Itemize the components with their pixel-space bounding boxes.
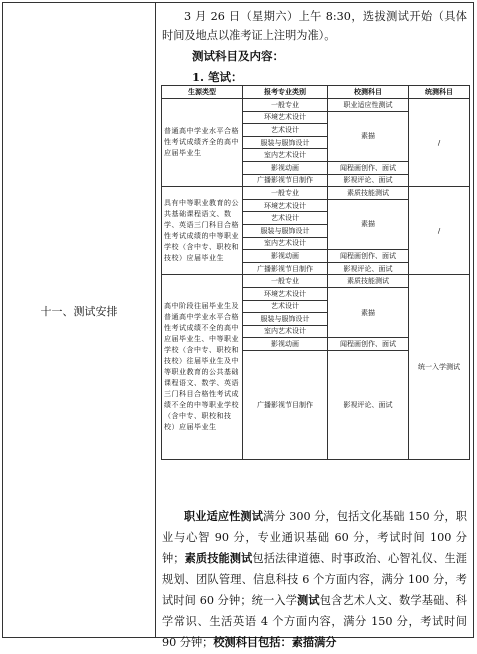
major-cell: 室内艺术设计 [243,325,328,338]
major-cell: 环境艺术设计 [243,199,328,212]
major-cell: 室内艺术设计 [243,149,328,162]
description-paragraph [156,500,473,654]
table-row [162,187,470,200]
intro-text: 3 月 26 日（星期六）上午 8:30，选拔测试开始（具体时间及地点以准考证上注明为准）。 [162,10,467,42]
school-subject-cell: 闻程画创作、面试 [328,338,409,351]
major-cell: 服装与服饰设计 [243,313,328,326]
term-school-subjects: 校测科目包括： [213,635,292,649]
school-subject-cell: 素描 [328,111,409,161]
term-unified-test: 测试 [297,593,320,607]
school-subject-cell: 影视评论、面试 [328,174,409,187]
major-cell: 艺术设计 [243,124,328,137]
major-cell: 一般专业 [243,187,328,200]
term-sketch: 素描满分 [291,635,337,649]
description-text: 包含艺术人文、数学基础、科学常识、生活英语 4 个方面内容，满分 150 分，考试时间 90 分钟； [162,594,467,649]
group-type-cell: 具有中等职业教育的公共基础课程语文、数学、英语三门科目合格性考试成绩的中等职业学校（含中专、职校和技校）应届毕业生 [162,187,243,275]
school-subject-cell: 素描 [328,287,409,337]
school-subject-cell: 闻程画创作、面试 [328,250,409,263]
school-subject-cell: 素质技能测试 [328,275,409,288]
table-header-row [162,86,470,99]
heading-subjects: 测试科目及内容： [192,49,284,63]
major-cell: 影视动画 [243,161,328,174]
school-subject-cell: 影视评论、面试 [328,350,409,459]
unified-subject-cell: / [409,187,470,275]
major-cell: 服装与服饰设计 [243,136,328,149]
term-vocational-test: 职业适应性测试 [184,509,264,523]
table-row [162,275,470,288]
major-cell: 艺术设计 [243,212,328,225]
unified-subject-cell: 统一入学测试 [409,275,470,460]
major-cell: 服装与服饰设计 [243,224,328,237]
document-page [2,2,474,649]
school-subject-cell: 闻程画创作、面试 [328,161,409,174]
major-cell: 环境艺术设计 [243,111,328,124]
major-cell: 环境艺术设计 [243,287,328,300]
major-cell: 影视动画 [243,338,328,351]
major-cell: 室内艺术设计 [243,237,328,250]
exam-table [161,85,470,460]
major-cell: 广播影视节目制作 [243,350,328,459]
group-type-cell: 普通高中学业水平合格性考试成绩齐全的高中应届毕业生 [162,99,243,187]
description-text: 包括法律道德、时事政治、心智礼仪、生涯规划、团队管理、信息科技 6 个方面内容，满分 100 分，考试时间 60 分钟；统一入学 [162,552,467,607]
group-type-cell: 高中阶段往届毕业生及普通高中学业水平合格性考试成绩不全的高中应届毕业生、中等职业学校（含中专、职校和技校）往届毕业生及中等职业教育的公共基础课程语文、数学、英语三门科目合格性考试成绩不全的中等职业学校（含中专、职校和技校）应届毕业生 [162,275,243,460]
header-cell: 统测科目 [409,86,470,99]
major-cell: 广播影视节目制作 [243,262,328,275]
school-subject-cell: 素描 [328,199,409,249]
header-cell: 生源类型 [162,86,243,99]
unified-subject-cell: / [409,99,470,187]
major-cell: 影视动画 [243,250,328,263]
school-subject-cell: 素质技能测试 [328,187,409,200]
school-subject-cell: 影视评论、面试 [328,262,409,275]
description-text: 满分 300 分，包括文化基础 150 分，职业与心智 90 分，专业通识基础 60 分，考试时间 100 分钟； [162,510,467,565]
school-subject-cell: 职业适应性测试 [328,99,409,112]
test-description [156,500,473,654]
header-cell: 报考专业类别 [243,86,328,99]
major-cell: 广播影视节目制作 [243,174,328,187]
header-cell: 校测科目 [328,86,409,99]
table-row [162,99,470,112]
content-cell [156,3,473,649]
heading-written: 1. 笔试： [192,70,243,84]
major-cell: 一般专业 [243,275,328,288]
major-cell: 一般专业 [243,99,328,112]
section-label: 十一、测试安排 [40,305,118,318]
term-quality-test: 素质技能测试 [184,551,253,565]
major-cell: 艺术设计 [243,300,328,313]
